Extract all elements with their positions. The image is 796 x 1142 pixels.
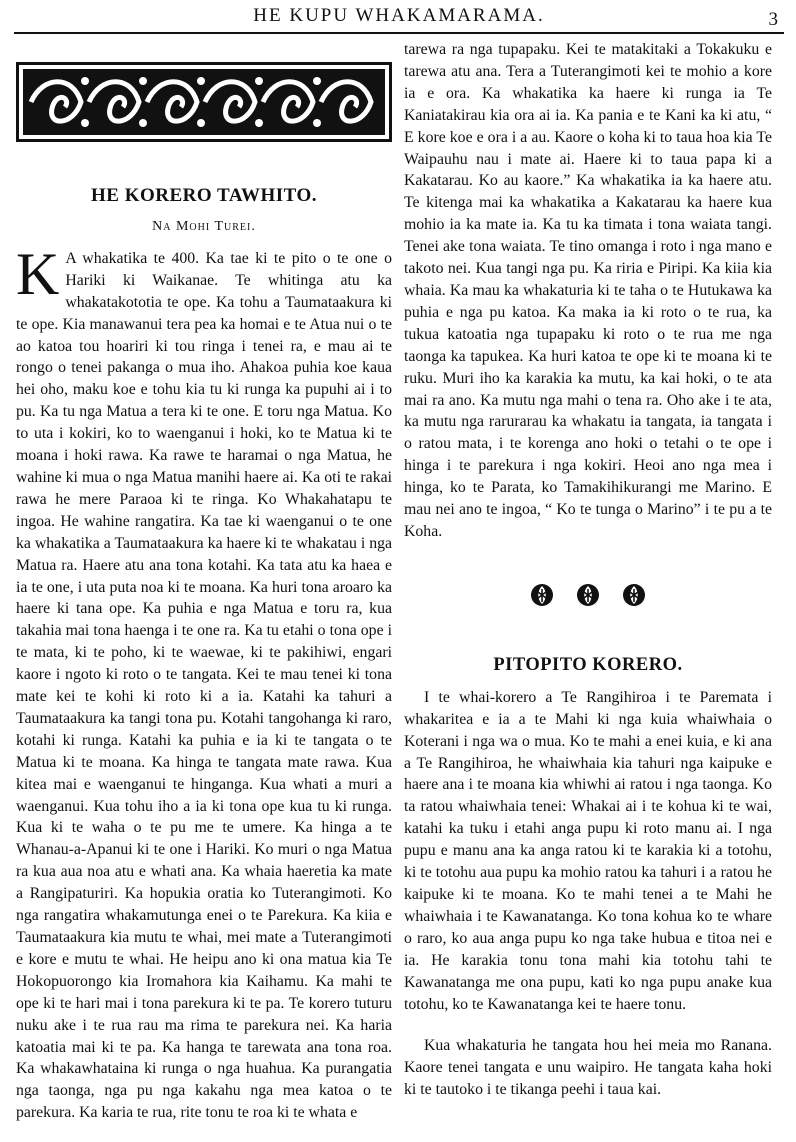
- article-title: HE KORERO TAWHITO.: [91, 185, 317, 206]
- news-paragraph: I te whai-korero a Te Rangihiroa i te Paremata i whakaritea e ia a te Mahi ki nga kuia whaiwhaia o Koterani i nga wa o mua. Ko te mahi a enei kuia, e ki ana a Te Rangihiroa, he whaiwhaia kia tahuri nga kaipuke e haere ana i te moana kia whiwhi ai ratou i nga taonga. Ko ta ratou whaiwhaia tenei: Whakai ai i te kohua ki te wai, katahi ka tuku i etahi anga pupu ki roto manu ai. I nga pupu e manu ana ka anga ratou ki te karakia ki a totohu, ki te totohu aua pupu ka mohio ratou ka tahuri i a ratou he kaipuke ki te moana. Ko te mahi tenei a te Mahi he whaiwhaia i te Kawanatanga. Ko tona kohua ko te whare o raro, ko aua anga pupu ko nga take hubua e titoa nei e ia. He karakia tonu tona mahi kia totohu tahi te Kawanatanga me ona pupu, kati ko nga pupu anake kua totohu, ko te Kawanatanga kei te haere tonu.: [404, 688, 772, 1013]
- page-number: 3: [768, 9, 778, 30]
- section-divider: [404, 583, 772, 609]
- article-body: [16, 240, 392, 1124]
- drop-cap: K: [16, 240, 60, 307]
- left-column: [16, 38, 392, 1124]
- article-body-text: A whakatika te 400. Ka tae ki te pito o te one o Hariki ki Waikanae. Te whitinga atu ka whakatakototia te ope. Ka tohu a Taumataakura ki te ope. Kia manawanui tera pea ka homai e te Atua nui o te ao katoa tou hoariri ki tou ringa i tenei ra, e mau ai te rongo o tenei pakanga o mua iho. Ahakoa puhia koe kaua hei oho, maku koe e tohu kia tu ki runga ka pupuhi ai i to pu. Ka tu nga Matua a tera ki te one. E toru nga Matua. Ko to uta i kokiri, ko to waenganui i hoki, ko te Matua ki te moana i hoki rawa. Ka rawe te haramai o nga Matua, he wahine ki mua o nga Matua manihi haere ai. Ka oti te rakai rawa he mere Paraoa ki te ringa. Ko Whakahatapu te ingoa. He wahine rangatira. Ka tae ki waenganui o te one ka whakatika a Taumataakura ka haere ki te whakatau i nga Matua ra. Haere atu ana tona kotahi. Ka tata atu ka haea e ia te one, i uta puta noa ki te moana. Ka huri tona aroaro ka haere ki tana ope. Ka puhia e nga Matua e toru ra, kua takahia mai tona haenga i te one ra. Ka tu etahi o tona ope i te mata, ki te poho, ki te waewae, ki te pakihiwi, engari kaore i ngoto ki roto o te tangata. Kei te mau tenei ki tona mate kei te kohi ki roto ki a ia. Katahi ka tahuri a Taumataakura ka tangi tona pu. Kotahi tangohanga ki raro, kotahi ki runga. Katahi ka puhia e ia ki te tangata o te Matua ki te moana. Ka hinga te tangata mate rawa. Kua kitea mai e waenganui te hinganga. Kua whati a muri a waenganui. Kua tohu iho a ia ki tona ope kua tu ki runga. Kua ki te waha o te pu me te umere. Ka hinga a te Whanau-a-Apanui ki te one i Hariki. Ko muri o nga Matua ra kua aua noa atu e whati ana. Ka whaia haeretia ka mate a Rangipaturiri. Ka hopukia oratia ko Tuterangimoti. Ko nga rangatira whakamutunga enei o te Parekura. Ka kiia e Taumataakura kia mutu te whai, mei mate a Tuterangimoti e kore e mutu te whai. He heipu ano ki ona matua kia Te Hokopuorongo kia Iromahora kia Kaihamu. Ka mahi te ope ki te hari mai i tona parekura ki te pa. Te korero tuturu nuku ake i te rua rau ma rima te parekura nei. Ka haria katoatia mai ki te pa. Ka hanga te tarewata ana tona roa. Ka whakawhataina ki runga o nga huahua. Ka purangatia nga taonga, nga pu nga kakahu nga mea katoa o te parekura. Ka karia te rua, rite tonu te roa ki te whata e: [16, 249, 392, 1122]
- right-column: [404, 39, 772, 1101]
- news-paragraph: Kua whakaturia he tangata hou hei meia mo Ranana. Kaore tenei tangata e unu waipiro. He tangata kaha hoki ki te tautoko i te tikanga peehi i taua kai.: [404, 1037, 772, 1099]
- article-byline: Na Mohi Turei.: [152, 219, 256, 234]
- article-body-continued: tarewa ra nga tupapaku. Kei te matakitaki a Tokakuku e tarewa atu ana. Tera a Tuterangimoti kei te mohio a kore ia e ora. Ka whakatika ka haere ki runga ia Te Kaniatakirau kia ora ai ia. Ka pania e te Kani ka ki atu, “ E kore koe e ora i a au. Kaore o koha ki to taua hoa kia Te Waipauhu nau i mate ai. Haere ki to taua papa ki a Kakatarau. Ko au kaore.” Ka whakatika ia ka haere atu. Te kitenga mai ka whakatika a Kakatarau ka haere kua mohio ia ka mate ia. Ka tu ka timata i tona waiata tangi. Tenei ake tona waiata. Te tino omanga i roto i nga mano e takoto nei. Kua tangi nga pu. Ka riria e Piripi. Ka kiia kia whaia. Ka mau ka whakaturia ki te taha o te Hutukawa ka puhia e nga pu katoa. Ka maka ia ki roto o te rua, ka tukua katoatia nga tupapaku ki roto o te rua me nga taonga ka tapukea. Ka huri katoa te ope ki te moana ki te ruku. Muri iho ka karakia ka mutu, ka kai hoki, o te ata mai ra ano. Ka mutu nga mahi o tena ra. Oho ake i te ata, ka mutu nga rarurarau ka whakatu ia tangata, ia tangata i o ratou mata, i te korenga ano hoki o tetahi o te ope i hinga i te parekura i nga kokiri. Heoi ano nga mea i hinga, ko te Parata, ko Tamakihikurangi me Marino. E mau nei ano te ingoa, “ Ko te tunga o Marino” i te pu a te Koha.: [404, 41, 772, 540]
- page-header: [14, 2, 784, 34]
- article-continuation: [404, 39, 772, 543]
- ornamental-border: [16, 62, 392, 142]
- fern-flower-icon: [530, 583, 554, 607]
- section-title: PITOPITO KORERO.: [493, 654, 683, 675]
- scroll-ornament-icon: [23, 69, 385, 135]
- running-title: HE KUPU WHAKAMARAMA.: [253, 5, 545, 26]
- fern-flower-icon: [576, 583, 600, 607]
- fern-flower-icon: [622, 583, 646, 607]
